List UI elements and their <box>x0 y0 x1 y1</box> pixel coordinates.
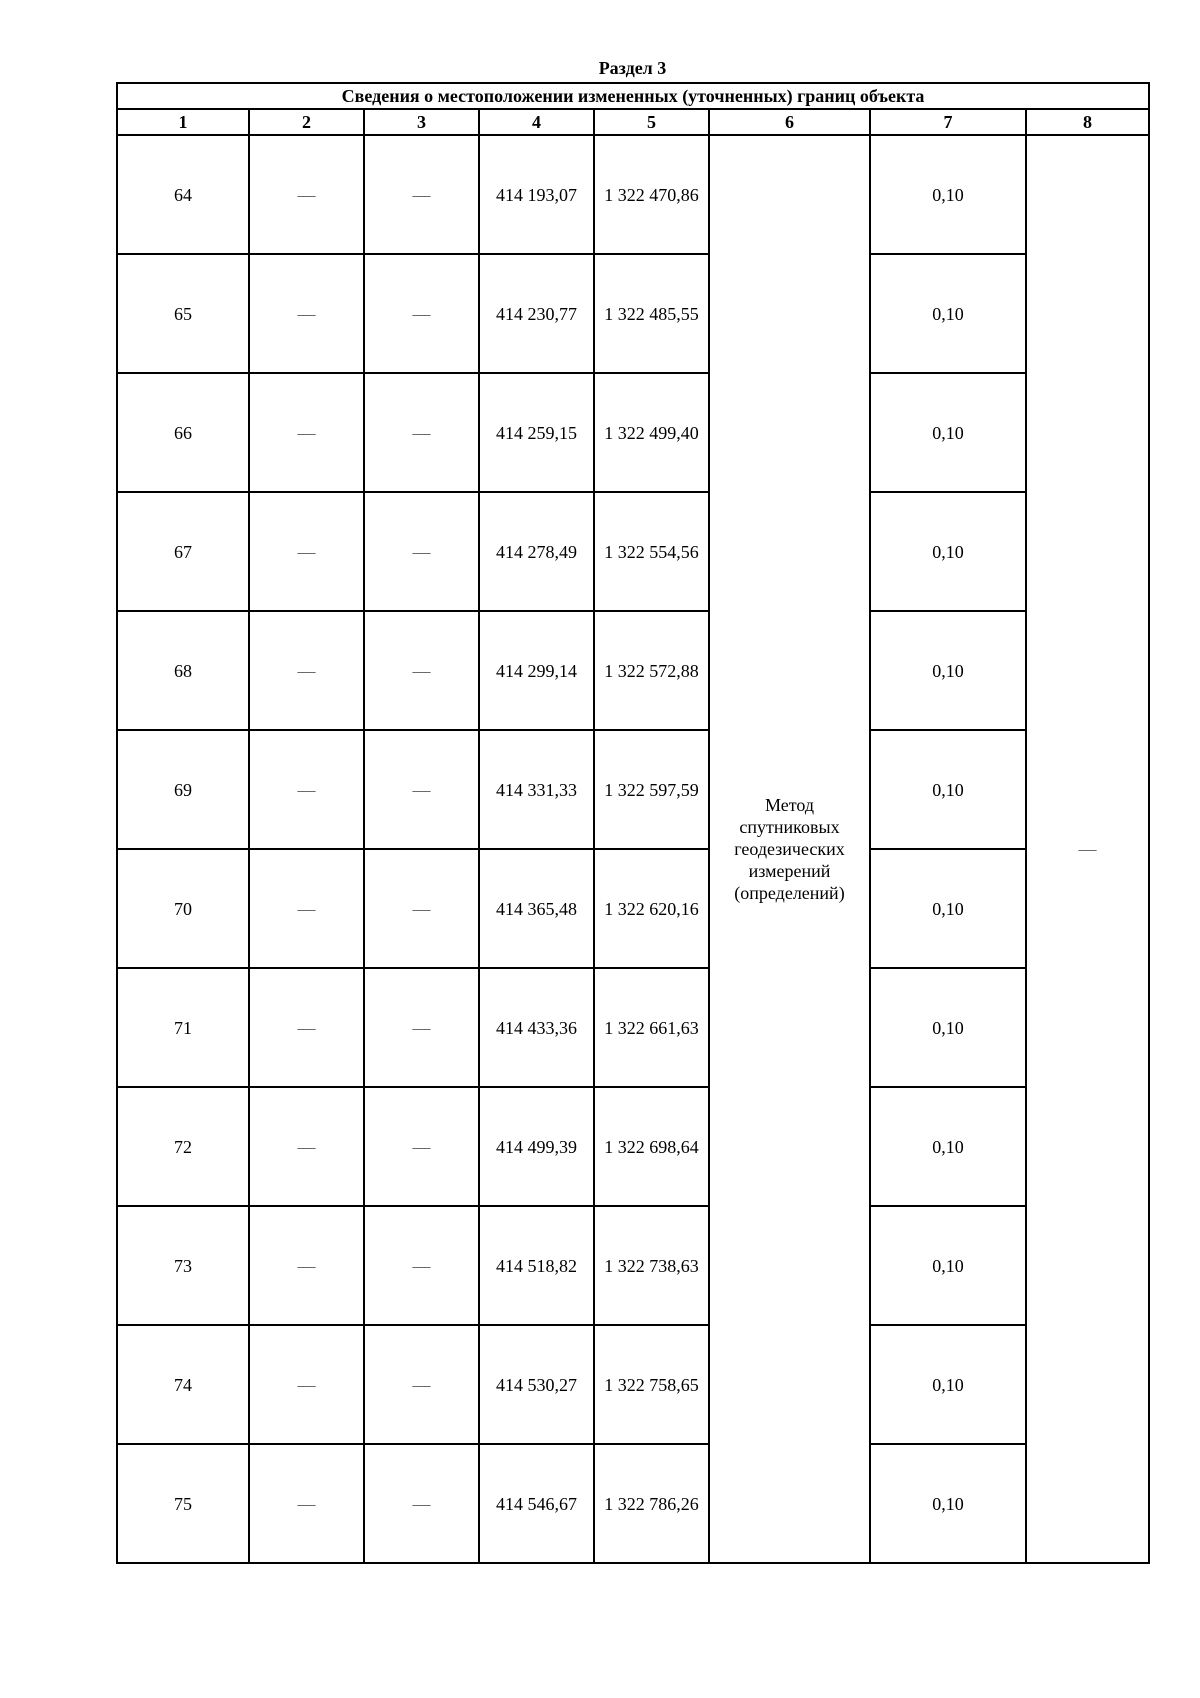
col2-cell: — <box>249 135 364 254</box>
table-row <box>117 135 1149 254</box>
precision-cell: 0,10 <box>870 730 1026 849</box>
col3-cell: — <box>364 1444 479 1563</box>
column-number: 1 <box>117 109 249 135</box>
precision-cell: 0,10 <box>870 1087 1026 1206</box>
table-caption: Сведения о местоположении измененных (уточненных) границ объекта <box>117 83 1149 109</box>
precision-cell: 0,10 <box>870 1325 1026 1444</box>
table-row <box>117 611 1149 730</box>
y-coordinate: 1 322 738,63 <box>594 1206 709 1325</box>
x-coordinate: 414 499,39 <box>479 1087 594 1206</box>
col3-cell: — <box>364 849 479 968</box>
y-coordinate: 1 322 786,26 <box>594 1444 709 1563</box>
x-coordinate: 414 259,15 <box>479 373 594 492</box>
column-number: 2 <box>249 109 364 135</box>
x-coordinate: 414 530,27 <box>479 1325 594 1444</box>
y-coordinate: 1 322 572,88 <box>594 611 709 730</box>
point-number: 73 <box>117 1206 249 1325</box>
x-coordinate: 414 331,33 <box>479 730 594 849</box>
method-line: спутниковых <box>739 817 840 837</box>
point-number: 68 <box>117 611 249 730</box>
table-row <box>117 1087 1149 1206</box>
precision-cell: 0,10 <box>870 373 1026 492</box>
col2-cell: — <box>249 968 364 1087</box>
x-coordinate: 414 299,14 <box>479 611 594 730</box>
table-row <box>117 730 1149 849</box>
x-coordinate: 414 278,49 <box>479 492 594 611</box>
col2-cell: — <box>249 1444 364 1563</box>
column-number: 8 <box>1026 109 1149 135</box>
col2-cell: — <box>249 730 364 849</box>
x-coordinate: 414 433,36 <box>479 968 594 1087</box>
precision-cell: 0,10 <box>870 1444 1026 1563</box>
x-coordinate: 414 193,07 <box>479 135 594 254</box>
table-body <box>117 135 1149 1563</box>
method-cell <box>709 135 870 1563</box>
table-row <box>117 968 1149 1087</box>
col3-cell: — <box>364 373 479 492</box>
column-number: 3 <box>364 109 479 135</box>
x-coordinate: 414 546,67 <box>479 1444 594 1563</box>
col3-cell: — <box>364 611 479 730</box>
col3-cell: — <box>364 135 479 254</box>
y-coordinate: 1 322 597,59 <box>594 730 709 849</box>
column-number: 6 <box>709 109 870 135</box>
table-row <box>117 849 1149 968</box>
method-line: измерений <box>748 861 831 881</box>
point-number: 74 <box>117 1325 249 1444</box>
y-coordinate: 1 322 620,16 <box>594 849 709 968</box>
y-coordinate: 1 322 485,55 <box>594 254 709 373</box>
point-number: 72 <box>117 1087 249 1206</box>
col2-cell: — <box>249 611 364 730</box>
col2-cell: — <box>249 1087 364 1206</box>
method-line: Метод <box>764 795 815 815</box>
precision-cell: 0,10 <box>870 1206 1026 1325</box>
col3-cell: — <box>364 1325 479 1444</box>
precision-cell: 0,10 <box>870 611 1026 730</box>
precision-cell: 0,10 <box>870 492 1026 611</box>
y-coordinate: 1 322 661,63 <box>594 968 709 1087</box>
y-coordinate: 1 322 698,64 <box>594 1087 709 1206</box>
table-row <box>117 1206 1149 1325</box>
x-coordinate: 414 518,82 <box>479 1206 594 1325</box>
point-number: 66 <box>117 373 249 492</box>
col3-cell: — <box>364 254 479 373</box>
col3-cell: — <box>364 1206 479 1325</box>
col3-cell: — <box>364 730 479 849</box>
table-row <box>117 373 1149 492</box>
table-row <box>117 492 1149 611</box>
table-row <box>117 1325 1149 1444</box>
point-number: 67 <box>117 492 249 611</box>
x-coordinate: 414 230,77 <box>479 254 594 373</box>
column-number: 4 <box>479 109 594 135</box>
point-number: 64 <box>117 135 249 254</box>
precision-cell: 0,10 <box>870 849 1026 968</box>
table-caption-row <box>117 83 1149 109</box>
col2-cell: — <box>249 849 364 968</box>
col3-cell: — <box>364 1087 479 1206</box>
y-coordinate: 1 322 499,40 <box>594 373 709 492</box>
section-title: Раздел 3 <box>598 58 667 78</box>
y-coordinate: 1 322 554,56 <box>594 492 709 611</box>
precision-cell: 0,10 <box>870 968 1026 1087</box>
point-number: 70 <box>117 849 249 968</box>
col8-cell: — <box>1026 135 1149 1563</box>
point-number: 71 <box>117 968 249 1087</box>
table-row <box>117 1444 1149 1563</box>
column-number: 5 <box>594 109 709 135</box>
col2-cell: — <box>249 1206 364 1325</box>
col2-cell: — <box>249 1325 364 1444</box>
y-coordinate: 1 322 758,65 <box>594 1325 709 1444</box>
col3-cell: — <box>364 968 479 1087</box>
col3-cell: — <box>364 492 479 611</box>
point-number: 75 <box>117 1444 249 1563</box>
precision-cell: 0,10 <box>870 254 1026 373</box>
point-number: 69 <box>117 730 249 849</box>
col2-cell: — <box>249 254 364 373</box>
precision-cell: 0,10 <box>870 135 1026 254</box>
boundary-table <box>116 82 1150 1564</box>
point-number: 65 <box>117 254 249 373</box>
y-coordinate: 1 322 470,86 <box>594 135 709 254</box>
column-number-row <box>117 109 1149 135</box>
method-line: (определений) <box>734 883 845 903</box>
x-coordinate: 414 365,48 <box>479 849 594 968</box>
method-line: геодезических <box>734 839 845 859</box>
column-number: 7 <box>870 109 1026 135</box>
col2-cell: — <box>249 492 364 611</box>
table-row <box>117 254 1149 373</box>
col2-cell: — <box>249 373 364 492</box>
